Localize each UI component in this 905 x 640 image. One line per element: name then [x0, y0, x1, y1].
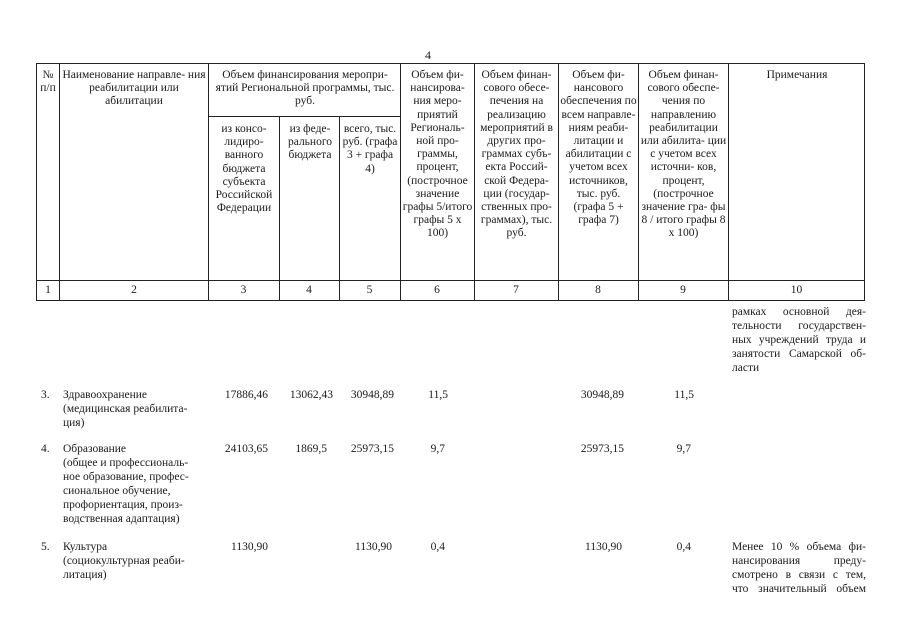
carryover-note-line: ных учреждений труда и	[732, 334, 866, 346]
row-value-col3: 1130,90	[231, 541, 268, 553]
table-header	[36, 63, 865, 301]
row-value-col8: 1130,90	[585, 541, 622, 553]
carryover-note-line: занятости Самарской об-	[732, 348, 866, 360]
row-value-col5: 25973,15	[350, 443, 394, 455]
row-name-line: водственная адаптация)	[63, 513, 180, 525]
row-name-line: литация)	[63, 569, 107, 581]
column-number-8: 8	[595, 284, 601, 296]
row-name-line: сиональное обучение,	[63, 485, 171, 497]
header-col-10: Примечания	[766, 69, 828, 81]
row-name-line: Здравоохранение	[63, 389, 148, 401]
row-value-col6: 9,7	[430, 443, 445, 455]
row-value-col9: 0,4	[676, 541, 691, 553]
column-number-6: 6	[434, 284, 440, 296]
row-value-col3: 24103,65	[224, 443, 268, 455]
column-number-9: 9	[680, 284, 686, 296]
column-number-5: 5	[366, 284, 373, 296]
header-col-number: № п/п	[40, 69, 56, 95]
column-number-10: 10	[790, 284, 803, 296]
row-value-col9: 9,7	[676, 443, 691, 455]
header-col-9: Объем финан- сового обеспе- чения по направлению реабилитации или абилита- ции с учетом всех источни- ков, процент, (построчное значение гра- фы 8 / итого графы 8 х 100)	[640, 69, 727, 240]
row-note-line: смотрено в связи с тем,	[732, 569, 866, 581]
row-name-line: (социокультурная реаби-	[63, 555, 185, 567]
column-number-2: 2	[131, 284, 137, 296]
carryover-note-line: ласти	[732, 362, 760, 374]
row-value-col6: 0,4	[430, 541, 445, 553]
carryover-note-line: рамках основной дея-	[732, 306, 866, 318]
row-name-line: (общее и профессиональ-	[63, 457, 189, 469]
row-name-line: Культура	[63, 541, 108, 553]
column-number-7: 7	[513, 284, 519, 296]
header-col-8: Объем фи- нансового обеспечения по всем направле- ниям реаби- литации и абилитации с учетом всех источников, тыс. руб. (графа 5 + графа 7)	[560, 69, 637, 227]
header-col-6: Объем фи- нансирова- ния меро- приятий Региональ- ной про- граммы, процент, (построчное значение графы 5/итого графы 5 х 100)	[402, 69, 473, 240]
row-value-col4: 13062,43	[289, 389, 333, 401]
row-number: 5.	[41, 541, 50, 553]
header-col-3: из консо- лидиро- ванного бюджета субъекта Российской Федерации	[215, 123, 273, 215]
row-note-line: Менее 10 % объема фи-	[732, 541, 866, 553]
header-col-7: Объем финан- сового обесе- печения на реализацию мероприятий в других про- граммах субъ- екта Россий- ской Федера- ции (государ- ственных про- граммах), тыс. руб.	[480, 69, 553, 240]
column-number-3: 3	[240, 284, 247, 296]
row-value-col5: 1130,90	[355, 541, 392, 553]
row-value-col5: 30948,89	[350, 389, 394, 401]
carryover-note-line: тельности государствен-	[732, 320, 866, 332]
row-value-col6: 11,5	[428, 389, 448, 401]
row-number: 3.	[41, 389, 50, 401]
row-value-col9: 11,5	[674, 389, 694, 401]
row-name-line: (медицинская реабилита-	[63, 403, 188, 415]
row-name-line: ное образование, профес-	[63, 471, 189, 483]
row-value-col8: 25973,15	[580, 443, 624, 455]
row-value-col4: 1869,5	[295, 443, 327, 455]
row-name-line: ция)	[63, 417, 85, 429]
row-value-col8: 30948,89	[580, 389, 624, 401]
column-number-1: 1	[45, 284, 51, 296]
row-name-line: Образование	[63, 443, 127, 455]
row-value-col3: 17886,46	[224, 389, 268, 401]
row-number: 4.	[41, 443, 50, 455]
column-number-4: 4	[306, 284, 312, 296]
row-name-line: профориентация, произ-	[63, 499, 183, 511]
header-col-name: Наименование направле- ния реабилитации или абилитации	[62, 69, 206, 108]
header-col-4: из феде- рального бюджета	[287, 123, 333, 162]
page-number: 4	[425, 48, 431, 62]
header-col-5: всего, тыс. руб. (графа 3 + графа 4)	[342, 123, 398, 175]
header-col-volume-group: Объем финансирования меропри- ятий Региональной программы, тыс. руб.	[215, 69, 395, 108]
row-note-line: нансирования преду-	[732, 555, 866, 567]
row-note-line: что значительный объем	[732, 583, 866, 595]
